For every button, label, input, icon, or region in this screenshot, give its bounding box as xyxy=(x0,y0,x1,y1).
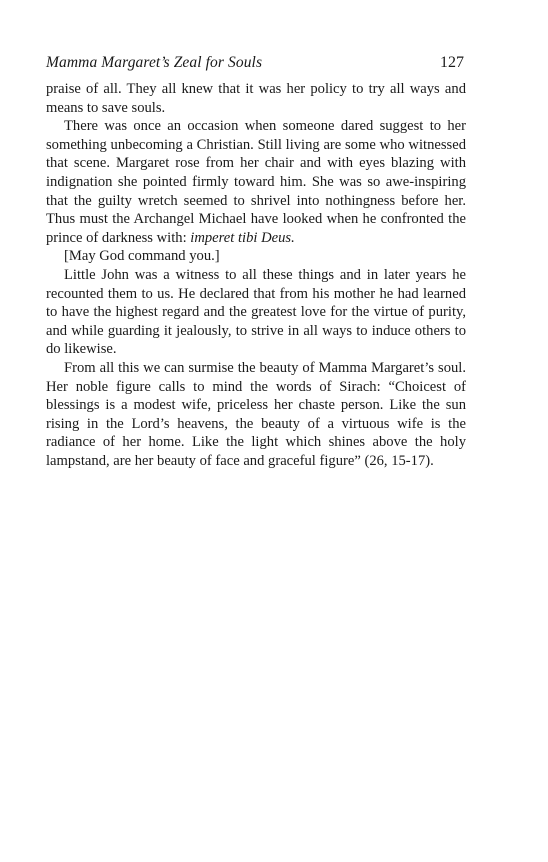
paragraph-3: Little John was a witness to all these things and in later years he recounted them to us. He declared that from his mother he had learned to have the highest regard and the greatest love for the virtue of purity, and while guarding it jealously, to strive in all ways to induce others to do likewise. xyxy=(46,266,466,358)
latin-translation: [May God command you.] xyxy=(64,248,220,265)
book-page xyxy=(46,54,466,470)
paragraph-4: From all this we can surmise the beauty of Mamma Margaret’s soul. Her noble figure calls to mind the words of Sirach: “Choicest of blessings is a modest wife, priceless her chaste person. Like the sun rising in the Lord’s heavens, the beauty of a virtuous wife is the radiance of her home. Like the light which shines above the holy lampstand, are her beauty of face and graceful figure” (26, 15-17). xyxy=(46,359,466,469)
page-number: 127 xyxy=(440,54,464,71)
latin-phrase: imperet tibi Deus. xyxy=(190,229,295,246)
paragraph-2 xyxy=(46,117,466,266)
running-header xyxy=(46,54,466,80)
body-text xyxy=(46,80,466,470)
paragraph-1: praise of all. They all knew that it was her policy to try all ways and means to save souls. xyxy=(46,81,466,116)
paragraph-2-text: There was once an occasion when someone dared suggest to her something unbecoming a Christian. Still living are some who witnessed that scene. Margaret rose from her chair and with eyes blazing with indignation she pointed firmly toward him. She was so awe-inspiring that the guilty wretch seemed to shrivel into nothingness before her. Thus must the Archangel Michael have looked when he confronted the prince of darkness with: xyxy=(46,118,466,246)
running-title: Mamma Margaret’s Zeal for Souls xyxy=(46,54,263,71)
